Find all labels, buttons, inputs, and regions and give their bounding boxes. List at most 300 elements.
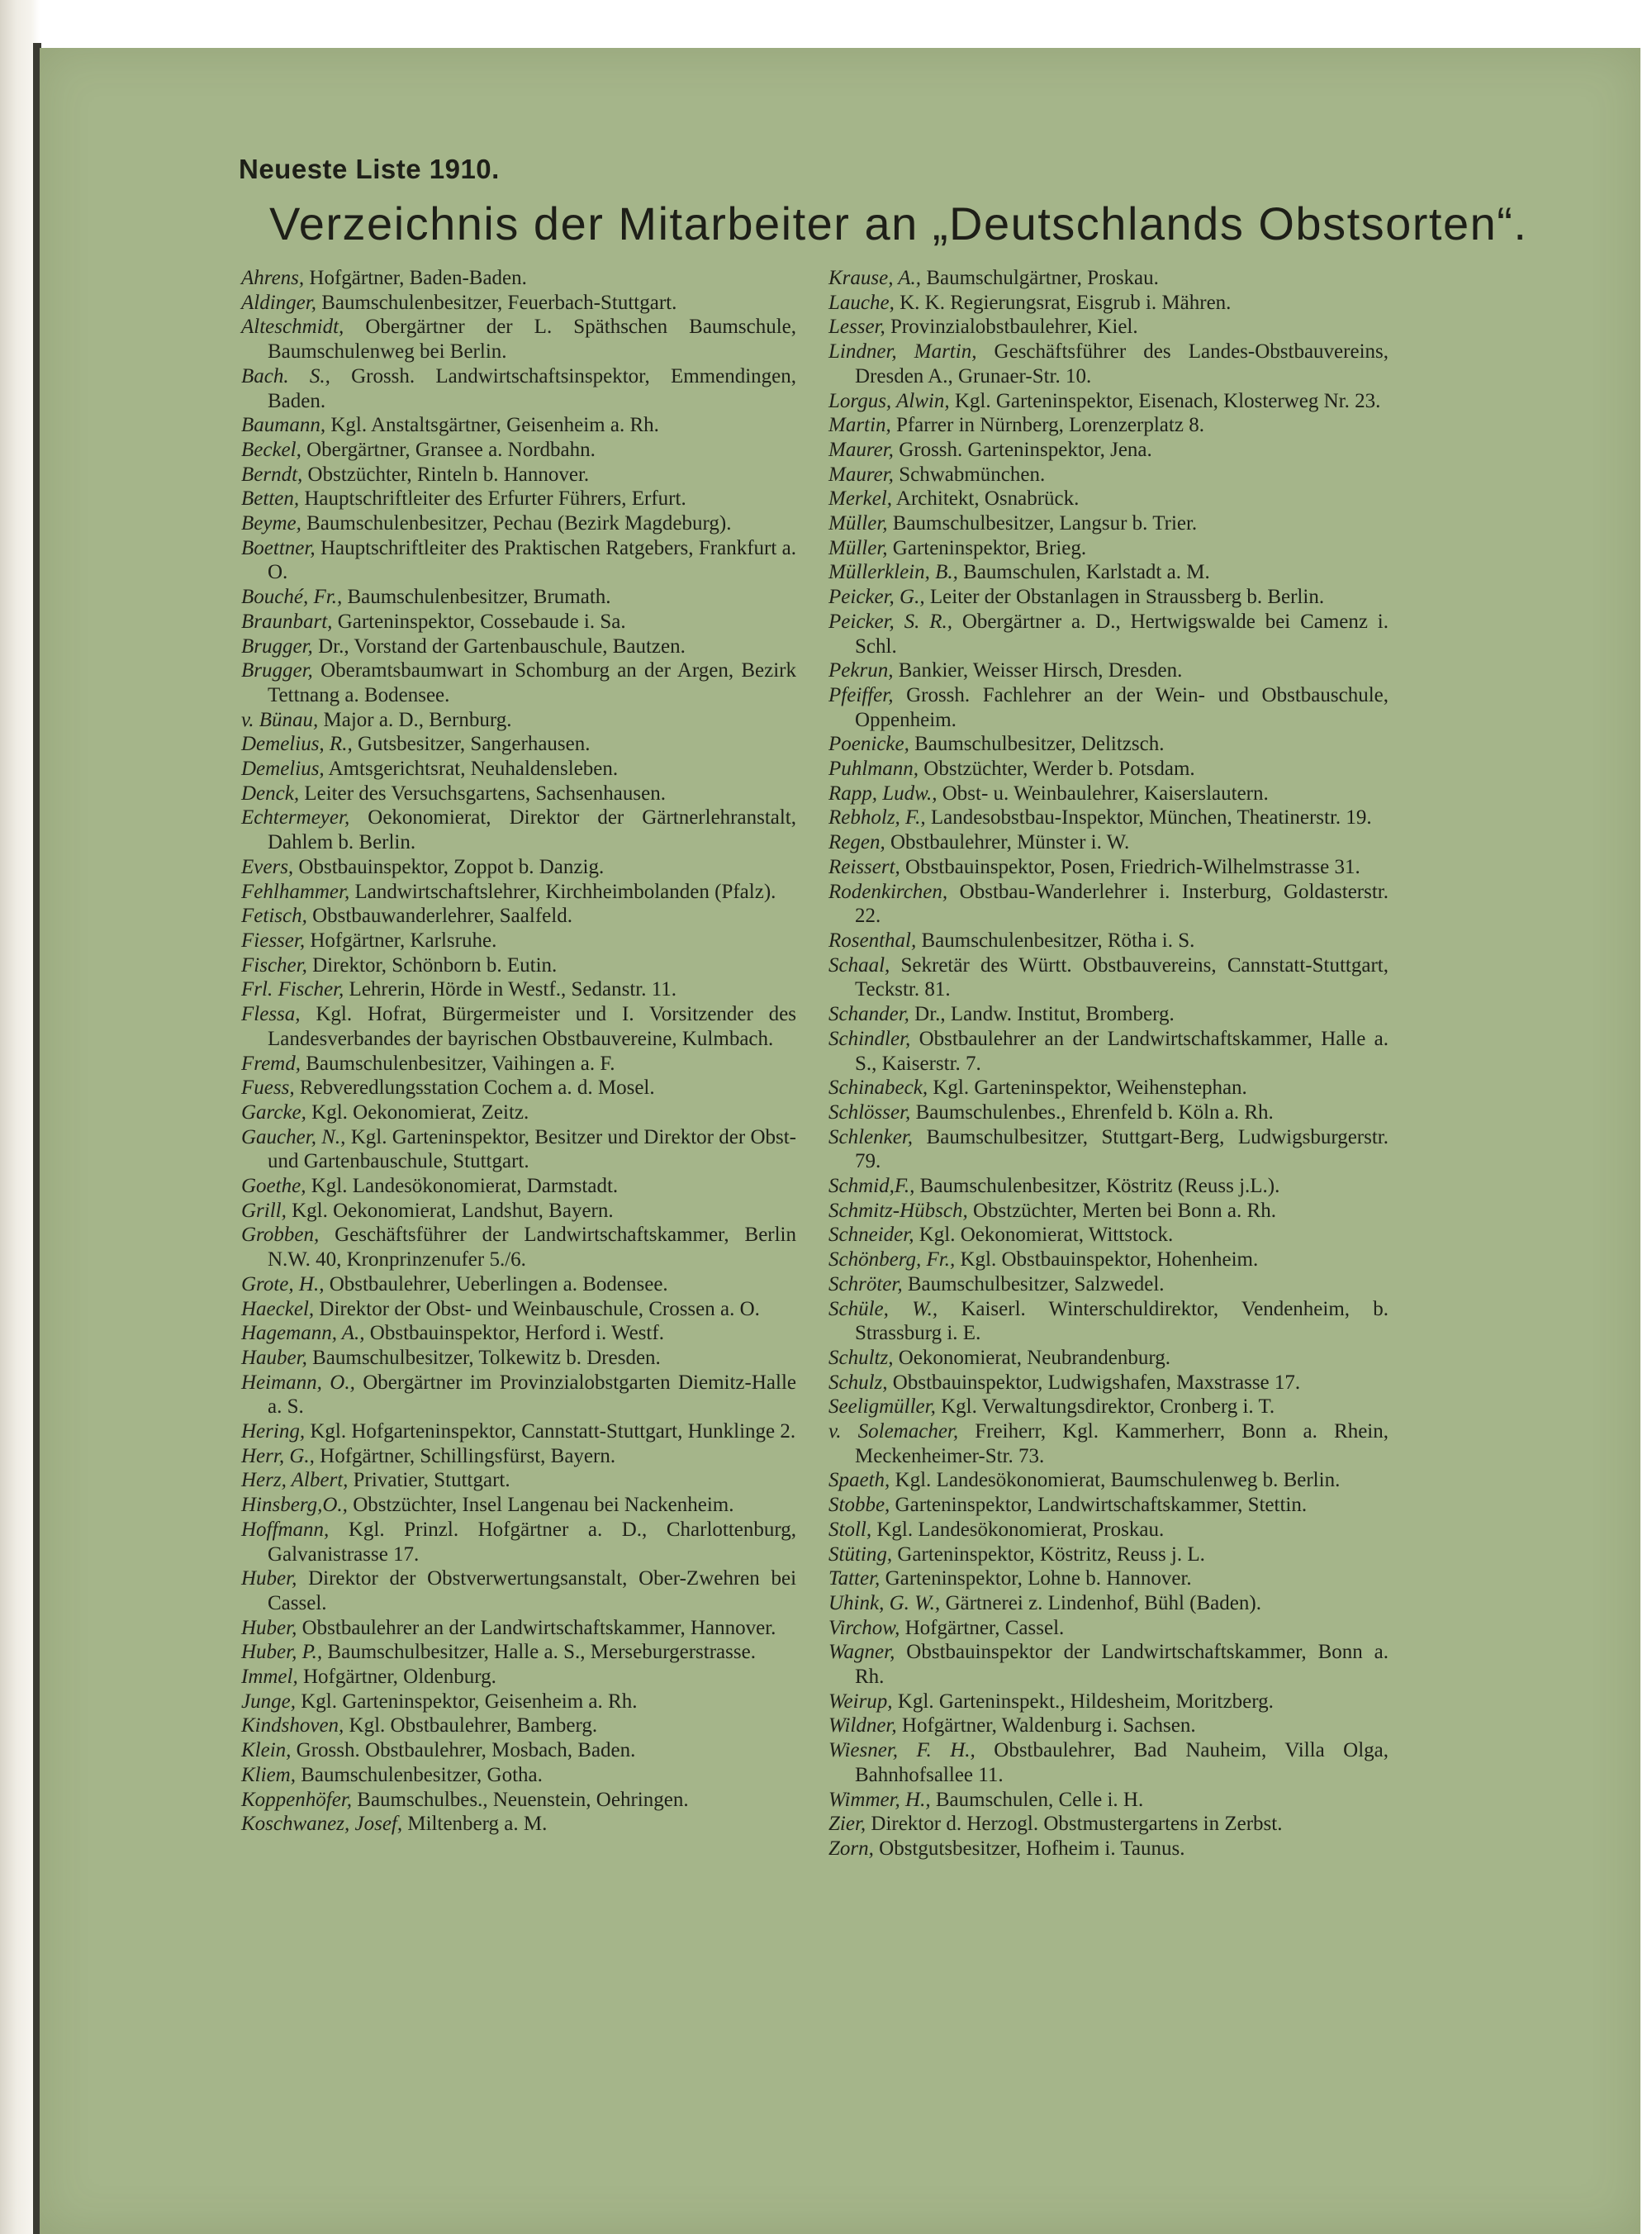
contributor-name: Hoffmann,: [241, 1518, 330, 1541]
contributor-details: Direktor der Obst- und Weinbauschule, Crossen a. O.: [319, 1297, 760, 1320]
contributor-name: Koppenhöfer,: [241, 1788, 353, 1811]
contributor-details: Baumschulenbesitzer, Pechau (Bezirk Magdeburg).: [306, 512, 732, 535]
contributor-details: Baumschulbesitzer, Langsur b. Trier.: [892, 512, 1198, 535]
contributor-entry: [241, 977, 796, 1002]
contributor-name: Stobbe,: [828, 1494, 890, 1517]
contributor-details: Obstbauinspektor, Herford i. Westf.: [369, 1322, 664, 1345]
contributor-name: Schindler,: [828, 1027, 911, 1050]
contributor-details: Obergärtner im Provinzialobstgarten Diemitz-Halle a. S.: [268, 1371, 796, 1419]
contributors-column-left: [241, 266, 796, 1837]
contributors-column-right: [828, 266, 1389, 1861]
contributor-name: Schmitz-Hübsch,: [828, 1199, 968, 1222]
contributor-name: Peicker, S. R.,: [828, 610, 952, 633]
contributor-details: Hofgärtner, Schillingsfürst, Bayern.: [320, 1444, 616, 1467]
contributor-details: Rebveredlungsstation Cochem a. d. Mosel.: [299, 1077, 655, 1100]
contributor-name: Betten,: [241, 487, 300, 511]
contributor-details: Kaiserl. Winterschuldirektor, Vendenheim, b. Strassburg i. E.: [855, 1297, 1389, 1345]
contributor-details: Hofgärtner, Karlsruhe.: [310, 929, 497, 952]
contributor-details: Baumschulbesitzer, Stuttgart-Berg, Ludwigsburgerstr. 79.: [855, 1125, 1389, 1173]
contributor-details: Obstbaulehrer, Bad Nauheim, Villa Olga, Bahnhofsallee 11.: [855, 1739, 1389, 1786]
contributor-name: Regen,: [828, 831, 885, 854]
contributor-name: Berndt,: [241, 463, 303, 486]
contributor-name: Heimann, O.,: [241, 1371, 355, 1394]
contributor-name: Schinabeck,: [828, 1077, 928, 1100]
contributor-entry: [828, 1468, 1389, 1493]
contributor-entry: [241, 1321, 796, 1346]
contributor-details: Landwirtschaftslehrer, Kirchheimbolanden (Pfalz).: [354, 880, 776, 903]
contributor-entry: [828, 585, 1389, 610]
contributor-entry: [828, 463, 1389, 487]
contributor-entry: [241, 904, 796, 929]
contributor-details: Baumschulenbesitzer, Feuerbach-Stuttgart.: [321, 291, 677, 314]
contributor-name: Echtermeyer,: [241, 806, 350, 829]
contributor-details: Leiter des Versuchsgartens, Sachsenhausen.: [304, 782, 666, 805]
contributor-details: Kgl. Hofrat, Bürgermeister und I. Vorsitzender des Landesverbandes der bayrischen Obstbauvereine, Kulmbach.: [268, 1003, 797, 1050]
contributor-name: Klein,: [241, 1739, 292, 1762]
contributor-entry: [241, 635, 796, 659]
contributor-name: Spaeth,: [828, 1469, 890, 1492]
contributor-name: Fremd,: [241, 1052, 301, 1075]
contributor-name: Ahrens,: [241, 267, 305, 289]
contributor-details: Baumschulenbes., Ehrenfeld b. Köln a. Rh.: [915, 1100, 1274, 1124]
contributor-details: Oekonomierat, Neubrandenburg.: [898, 1346, 1171, 1369]
contributor-name: Lauche,: [828, 291, 895, 314]
contributor-details: Direktor der Obstverwertungsanstalt, Ober-Zwehren bei Cassel.: [268, 1567, 797, 1614]
contributor-entry: [241, 1640, 796, 1665]
contributor-details: Kgl. Garteninspektor, Weihenstephan.: [933, 1077, 1247, 1100]
contributor-details: Amtsgerichtsrat, Neuhaldensleben.: [328, 758, 619, 781]
contributor-entry: [241, 1738, 796, 1763]
contributor-name: Poenicke,: [828, 733, 909, 756]
contributor-name: Weirup,: [828, 1690, 893, 1713]
contributor-entry: [828, 1419, 1389, 1468]
contributor-details: Obstzüchter, Werder b. Potsdam.: [923, 758, 1195, 781]
contributor-details: Obstbauinspektor, Zoppot b. Danzig.: [298, 855, 605, 878]
contributor-entry: [241, 1493, 796, 1518]
contributor-name: Krause, A.,: [828, 267, 922, 289]
contributor-entry: [241, 708, 796, 733]
contributor-entry: [241, 1665, 796, 1690]
contributor-details: Hofgärtner, Cassel.: [904, 1616, 1065, 1639]
contributor-details: Baumschulenbesitzer, Köstritz (Reuss j.L.).: [919, 1175, 1280, 1198]
contributor-details: Kgl. Landesökonomierat, Darmstadt.: [311, 1175, 619, 1198]
contributor-entry: [828, 1616, 1389, 1641]
contributor-entry: [828, 929, 1389, 953]
page-title: Verzeichnis der Mitarbeiter an „Deutschlands Obstsorten“.: [269, 197, 1528, 250]
contributor-entry: [828, 1174, 1389, 1199]
contributor-entry: [241, 1419, 796, 1444]
contributor-name: Lorgus, Alwin,: [828, 389, 950, 412]
contributor-entry: [828, 487, 1389, 511]
contributor-name: Maurer,: [828, 438, 894, 461]
contributor-name: Beyme,: [241, 512, 301, 535]
contributor-details: Architekt, Osnabrück.: [895, 487, 1080, 511]
contributor-name: Kindshoven,: [241, 1714, 344, 1737]
contributor-entry: [241, 1125, 796, 1174]
contributor-entry: [241, 658, 796, 707]
contributor-entry: [828, 683, 1389, 732]
contributor-name: Seeligmüller,: [828, 1395, 936, 1419]
contributor-entry: [828, 1812, 1389, 1837]
contributor-name: Haeckel,: [241, 1297, 315, 1320]
contributor-entry: [828, 1297, 1389, 1346]
contributor-name: Schlenker,: [828, 1125, 914, 1148]
contributor-details: Geschäftsführer der Landwirtschaftskammer, Berlin N.W. 40, Kronprinzenufer 5./6.: [268, 1224, 797, 1271]
contributor-details: Baumschulbesitzer, Salzwedel.: [907, 1272, 1165, 1295]
contributor-details: Kgl. Verwaltungsdirektor, Cronberg i. T.: [941, 1395, 1275, 1419]
contributor-name: Maurer,: [828, 463, 894, 486]
contributor-details: Gärtnerei z. Lindenhof, Bühl (Baden).: [945, 1591, 1261, 1614]
contributor-name: Lindner, Martin,: [828, 340, 977, 364]
contributor-name: Zier,: [828, 1813, 866, 1836]
contributor-entry: [828, 610, 1389, 658]
contributor-entry: [828, 1493, 1389, 1518]
contributor-entry: [828, 1738, 1389, 1787]
contributor-name: Goethe,: [241, 1175, 306, 1198]
contributor-entry: [241, 536, 796, 585]
contributor-details: Baumschulenbesitzer, Brumath.: [347, 586, 611, 609]
contributor-entry: [241, 1346, 796, 1371]
contributor-entry: [241, 487, 796, 511]
contributor-entry: [828, 1223, 1389, 1248]
contributor-details: Baumschulenbesitzer, Rötha i. S.: [921, 929, 1195, 952]
contributor-details: Direktor d. Herzogl. Obstmustergartens in Zerbst.: [871, 1813, 1283, 1836]
contributor-entry: [241, 1052, 796, 1077]
contributor-entry: [241, 610, 796, 635]
contributor-name: Schönberg, Fr.,: [828, 1248, 956, 1271]
contributor-entry: [241, 438, 796, 463]
contributor-details: Provinzialobstbaulehrer, Kiel.: [890, 316, 1138, 339]
contributor-name: Stüting,: [828, 1542, 893, 1566]
contributor-name: Tatter,: [828, 1567, 881, 1590]
contributor-details: Oekonomierat, Direktor der Gärtnerlehranstalt, Dahlem b. Berlin.: [268, 806, 797, 854]
contributor-entry: [241, 1812, 796, 1837]
contributor-name: Wagner,: [828, 1641, 895, 1664]
contributor-details: Lehrerin, Hörde in Westf., Sedanstr. 11.: [349, 978, 677, 1001]
contributor-entry: [241, 1174, 796, 1199]
contributor-name: Schmid,F.,: [828, 1175, 915, 1198]
contributor-details: Kgl. Landesökonomierat, Baumschulenweg b. Berlin.: [895, 1469, 1341, 1492]
contributor-details: Leiter der Obstanlagen in Straussberg b. Berlin.: [929, 586, 1325, 609]
contributor-details: Obstbaulehrer, Münster i. W.: [890, 831, 1130, 854]
contributor-name: v. Solemacher,: [828, 1420, 959, 1443]
contributor-name: Gaucher, N.,: [241, 1125, 346, 1148]
contributor-details: Obstbaulehrer an der Landwirtschaftskammer, Halle a. S., Kaiserstr. 7.: [855, 1027, 1389, 1075]
contributor-entry: [828, 1591, 1389, 1616]
contributor-name: Evers,: [241, 855, 294, 878]
contributor-name: Bouché, Fr.,: [241, 586, 343, 609]
contributor-entry: [828, 511, 1389, 536]
contributor-details: Garteninspektor, Köstritz, Reuss j. L.: [897, 1542, 1205, 1566]
contributor-details: Obstgutsbesitzer, Hofheim i. Taunus.: [879, 1837, 1185, 1860]
contributor-details: Kgl. Oekonomierat, Landshut, Bayern.: [292, 1199, 614, 1222]
contributor-details: Obstbauinspektor der Landwirtschaftskammer, Bonn a. Rh.: [855, 1641, 1389, 1689]
contributor-entry: [828, 806, 1389, 830]
contributor-details: Miltenberg a. M.: [407, 1813, 548, 1836]
contributor-entry: [241, 1566, 796, 1615]
contributor-entry: [241, 953, 796, 978]
contributor-name: Hering,: [241, 1420, 306, 1443]
contributor-name: Flessa,: [241, 1003, 301, 1026]
contributor-name: Schlösser,: [828, 1100, 911, 1124]
contributor-entry: [241, 266, 796, 291]
contributor-name: Koschwanez, Josef,: [241, 1813, 403, 1836]
contributor-details: Obergärtner, Gransee a. Nordbahn.: [306, 438, 596, 461]
contributor-details: Pfarrer in Nürnberg, Lorenzerplatz 8.: [895, 414, 1204, 437]
contributor-name: Schaal,: [828, 953, 890, 977]
contributor-entry: [828, 1714, 1389, 1738]
contributor-name: Hinsberg,O.,: [241, 1494, 348, 1517]
contributor-details: Hauptschriftleiter des Praktischen Ratgebers, Frankfurt a. O.: [268, 536, 796, 584]
contributor-name: Schüle, W.,: [828, 1297, 938, 1320]
contributor-entry: [241, 929, 796, 953]
contributor-entry: [241, 1444, 796, 1469]
contributor-name: Müller,: [828, 512, 888, 535]
contributor-entry: [828, 855, 1389, 880]
contributor-entry: [828, 291, 1389, 316]
contributor-name: Junge,: [241, 1690, 296, 1713]
contributor-name: Wiesner, F. H.,: [828, 1739, 976, 1762]
contributor-details: Kgl. Hofgarteninspektor, Cannstatt-Stuttgart, Hunklinge 2.: [310, 1420, 796, 1443]
contributor-details: Grossh. Fachlehrer an der Wein- und Obstbauschule, Oppenheim.: [855, 683, 1389, 731]
contributor-name: Huber,: [241, 1616, 297, 1639]
contributor-details: Obstbau-Wanderlehrer i. Insterburg, Goldasterstr. 22.: [855, 880, 1389, 928]
contributor-entry: [241, 1297, 796, 1322]
contributor-entry: [241, 315, 796, 364]
contributor-entry: [828, 1371, 1389, 1395]
contributor-details: Baumschulbesitzer, Tolkewitz b. Dresden.: [312, 1346, 661, 1369]
contributor-details: Privatier, Stuttgart.: [353, 1469, 510, 1492]
contributor-name: v. Bünau,: [241, 708, 319, 731]
contributor-details: Dr., Vorstand der Gartenbauschule, Bautzen.: [318, 635, 686, 658]
contributor-details: Obstzüchter, Rinteln b. Hannover.: [307, 463, 590, 486]
contributor-entry: [241, 1616, 796, 1641]
contributor-entry: [241, 1272, 796, 1297]
contributor-name: Braunbart,: [241, 610, 333, 633]
contributor-details: Freiherr, Kgl. Kammerherr, Bonn a. Rhein, Meckenheimer-Str. 73.: [855, 1420, 1389, 1467]
contributor-details: Baumschulenbesitzer, Vaihingen a. F.: [306, 1052, 615, 1075]
contributor-details: Kgl. Prinzl. Hofgärtner a. D., Charlottenburg, Galvanistrasse 17.: [268, 1518, 796, 1566]
contributor-entry: [828, 389, 1389, 414]
contributor-name: Peicker, G.,: [828, 586, 925, 609]
contributor-entry: [241, 1371, 796, 1419]
contributor-entry: [828, 953, 1389, 1002]
contributor-details: Grossh. Landwirtschaftsinspektor, Emmendingen, Baden.: [268, 364, 796, 412]
contributor-details: Baumschulbesitzer, Delitzsch.: [914, 733, 1165, 756]
contributor-name: Rodenkirchen,: [828, 880, 948, 903]
contributor-entry: [828, 732, 1389, 757]
contributor-entry: [828, 1248, 1389, 1272]
contributor-entry: [828, 1788, 1389, 1813]
contributor-name: Fuess,: [241, 1077, 295, 1100]
contributor-entry: [241, 1518, 796, 1566]
contributor-name: Puhlmann,: [828, 758, 919, 781]
contributor-details: Obstzüchter, Merten bei Bonn a. Rh.: [972, 1199, 1276, 1222]
contributor-name: Boettner,: [241, 536, 316, 559]
contributor-details: Baumschulgärtner, Proskau.: [926, 267, 1159, 289]
contributor-details: K. K. Regierungsrat, Eisgrub i. Mähren.: [900, 291, 1232, 314]
contributor-name: Wildner,: [828, 1714, 897, 1737]
contributor-details: Garteninspektor, Landwirtschaftskammer, Stettin.: [895, 1494, 1308, 1517]
contributor-entry: [828, 1346, 1389, 1371]
contributor-details: Major a. D., Bernburg.: [323, 708, 512, 731]
contributor-name: Fiesser,: [241, 929, 306, 952]
contributor-entry: [828, 340, 1389, 388]
contributor-name: Pekrun,: [828, 659, 894, 682]
contributor-name: Uhink, G. W.,: [828, 1591, 941, 1614]
contributor-entry: [828, 1518, 1389, 1542]
contributor-entry: [828, 438, 1389, 463]
contributor-entry: [241, 732, 796, 757]
contributor-name: Martin,: [828, 414, 891, 437]
contributor-name: Grill,: [241, 1199, 287, 1222]
contributor-name: Huber,: [241, 1567, 297, 1590]
contributor-entry: [828, 1837, 1389, 1861]
contributor-details: Kgl. Landesökonomierat, Proskau.: [876, 1518, 1165, 1541]
contributor-name: Demelius,: [241, 758, 325, 781]
contributor-name: Fetisch,: [241, 905, 307, 928]
contributor-details: Hofgärtner, Waldenburg i. Sachsen.: [901, 1714, 1196, 1737]
contributor-entry: [241, 1763, 796, 1788]
contributor-name: Brugger,: [241, 635, 313, 658]
contributor-entry: [241, 1788, 796, 1813]
contributor-name: Herr, G.,: [241, 1444, 315, 1467]
contributor-entry: [241, 855, 796, 880]
contributor-entry: [828, 1640, 1389, 1689]
contributor-details: Obstbaulehrer an der Landwirtschaftskammer, Hannover.: [301, 1616, 776, 1639]
contributor-entry: [241, 782, 796, 806]
contributor-entry: [828, 880, 1389, 929]
contributor-name: Fischer,: [241, 953, 307, 977]
contributor-details: Kgl. Garteninspektor, Besitzer und Direktor der Obst- und Gartenbauschule, Stuttgart.: [268, 1125, 797, 1173]
contributor-details: Obstbaulehrer, Ueberlingen a. Bodensee.: [329, 1272, 668, 1295]
contributor-entry: [241, 511, 796, 536]
contributor-name: Schneider,: [828, 1224, 914, 1247]
contributor-entry: [828, 757, 1389, 782]
contributor-name: Rapp, Ludw.,: [828, 782, 938, 805]
contributor-details: Baumschulen, Karlstadt a. M.: [963, 561, 1210, 584]
contributor-name: Frl. Fischer,: [241, 978, 344, 1001]
contributor-name: Schröter,: [828, 1272, 903, 1295]
contributor-name: Aldinger,: [241, 291, 316, 314]
contributor-entry: [828, 560, 1389, 585]
contributor-entry: [828, 1542, 1389, 1567]
contributor-details: Oberamtsbaumwart in Schomburg an der Argen, Bezirk Tettnang a. Bodensee.: [268, 659, 796, 706]
contributor-name: Schander,: [828, 1003, 909, 1026]
contributor-name: Rebholz, F.,: [828, 806, 926, 829]
contributor-entry: [241, 1100, 796, 1125]
contributor-entry: [241, 1223, 796, 1271]
contributor-details: Kgl. Obstbauinspektor, Hohenheim.: [960, 1248, 1259, 1271]
contributor-name: Merkel,: [828, 487, 893, 511]
contributor-details: Kgl. Garteninspekt., Hildesheim, Moritzberg.: [897, 1690, 1274, 1713]
contributor-entry: [828, 536, 1389, 561]
contributor-details: Sekretär des Württ. Obstbauvereins, Cannstatt-Stuttgart, Teckstr. 81.: [855, 953, 1389, 1001]
contributor-name: Brugger,: [241, 659, 313, 682]
contributor-details: Kgl. Garteninspektor, Geisenheim a. Rh.: [301, 1690, 638, 1713]
contributor-entry: [241, 1076, 796, 1100]
contributor-entry: [241, 880, 796, 905]
contributor-entry: [828, 830, 1389, 855]
contributor-name: Schulz,: [828, 1371, 888, 1394]
contributor-details: Kgl. Oekonomierat, Zeitz.: [311, 1100, 529, 1124]
contributor-details: Direktor, Schönborn b. Eutin.: [312, 953, 558, 977]
contributor-entry: [241, 463, 796, 487]
contributor-entry: [828, 1125, 1389, 1174]
contributor-entry: [828, 1002, 1389, 1027]
contributor-details: Kgl. Garteninspektor, Eisenach, Klosterweg Nr. 23.: [954, 389, 1381, 412]
contributor-name: Lesser,: [828, 316, 885, 339]
contributor-details: Bankier, Weisser Hirsch, Dresden.: [898, 659, 1183, 682]
contributor-entry: [828, 1076, 1389, 1100]
contributor-entry: [828, 413, 1389, 438]
contributor-details: Baumschulenbesitzer, Gotha.: [301, 1763, 543, 1786]
contributor-details: Kgl. Oekonomierat, Wittstock.: [919, 1224, 1174, 1247]
contributor-details: Obstbauinspektor, Ludwigshafen, Maxstrasse 17.: [892, 1371, 1301, 1394]
contributor-name: Fehlhammer,: [241, 880, 350, 903]
contributor-entry: [241, 364, 796, 413]
contributor-name: Beckel,: [241, 438, 301, 461]
contributor-entry: [241, 757, 796, 782]
contributor-entry: [241, 1002, 796, 1051]
contributor-name: Baumann,: [241, 414, 326, 437]
contributor-entry: [241, 1690, 796, 1714]
contributor-entry: [828, 658, 1389, 683]
contributor-name: Grote, H.,: [241, 1272, 325, 1295]
contributor-entry: [241, 806, 796, 854]
contributor-details: Hofgärtner, Oldenburg.: [302, 1666, 496, 1689]
contributor-details: Obstbauwanderlehrer, Saalfeld.: [312, 905, 572, 928]
contributor-name: Alteschmidt,: [241, 316, 344, 339]
contributor-details: Dr., Landw. Institut, Bromberg.: [914, 1003, 1175, 1026]
contributor-details: Hofgärtner, Baden-Baden.: [309, 267, 527, 289]
contributor-details: Schwabmünchen.: [899, 463, 1046, 486]
contributor-details: Grossh. Obstbaulehrer, Mosbach, Baden.: [296, 1739, 636, 1762]
contributor-details: Garteninspektor, Lohne b. Hannover.: [885, 1567, 1192, 1590]
contributor-name: Schultz,: [828, 1346, 894, 1369]
contributor-name: Denck,: [241, 782, 300, 805]
contributor-entry: [241, 1714, 796, 1738]
contributor-name: Reissert,: [828, 855, 900, 878]
contributor-details: Landesobstbau-Inspektor, München, Theatinerstr. 19.: [930, 806, 1372, 829]
contributor-entry: [828, 315, 1389, 340]
contributor-name: Stoll,: [828, 1518, 872, 1541]
contributor-details: Kgl. Obstbaulehrer, Bamberg.: [349, 1714, 598, 1737]
contributor-name: Wimmer, H.,: [828, 1788, 931, 1811]
contributor-details: Obergärtner der L. Späthschen Baumschule, Baumschulenweg bei Berlin.: [268, 316, 796, 364]
contributor-name: Immel,: [241, 1666, 298, 1689]
contributor-entry: [241, 413, 796, 438]
contributor-name: Grobben,: [241, 1224, 320, 1247]
contributor-entry: [241, 1468, 796, 1493]
contributor-name: Hauber,: [241, 1346, 307, 1369]
contributor-entry: [828, 1272, 1389, 1297]
contributor-details: Kgl. Anstaltsgärtner, Geisenheim a. Rh.: [330, 414, 659, 437]
contributor-details: Obst- u. Weinbaulehrer, Kaiserslautern.: [942, 782, 1269, 805]
contributor-details: Geschäftsführer des Landes-Obstbauvereins, Dresden A., Grunaer-Str. 10.: [855, 340, 1389, 387]
contributor-entry: [828, 782, 1389, 806]
contributor-entry: [241, 585, 796, 610]
contributor-name: Virchow,: [828, 1616, 900, 1639]
contributor-name: Müller,: [828, 536, 888, 559]
contributor-details: Obstbauinspektor, Posen, Friedrich-Wilhelmstrasse 31.: [905, 855, 1360, 878]
contributor-details: Baumschulbes., Neuenstein, Oehringen.: [357, 1788, 689, 1811]
contributor-details: Baumschulen, Celle i. H.: [935, 1788, 1144, 1811]
contributor-entry: [828, 1395, 1389, 1419]
contributor-details: Gutsbesitzer, Sangerhausen.: [357, 733, 591, 756]
contributor-name: Pfeiffer,: [828, 683, 894, 706]
contributor-details: Obergärtner a. D., Hertwigswalde bei Camenz i. Schl.: [855, 610, 1389, 658]
